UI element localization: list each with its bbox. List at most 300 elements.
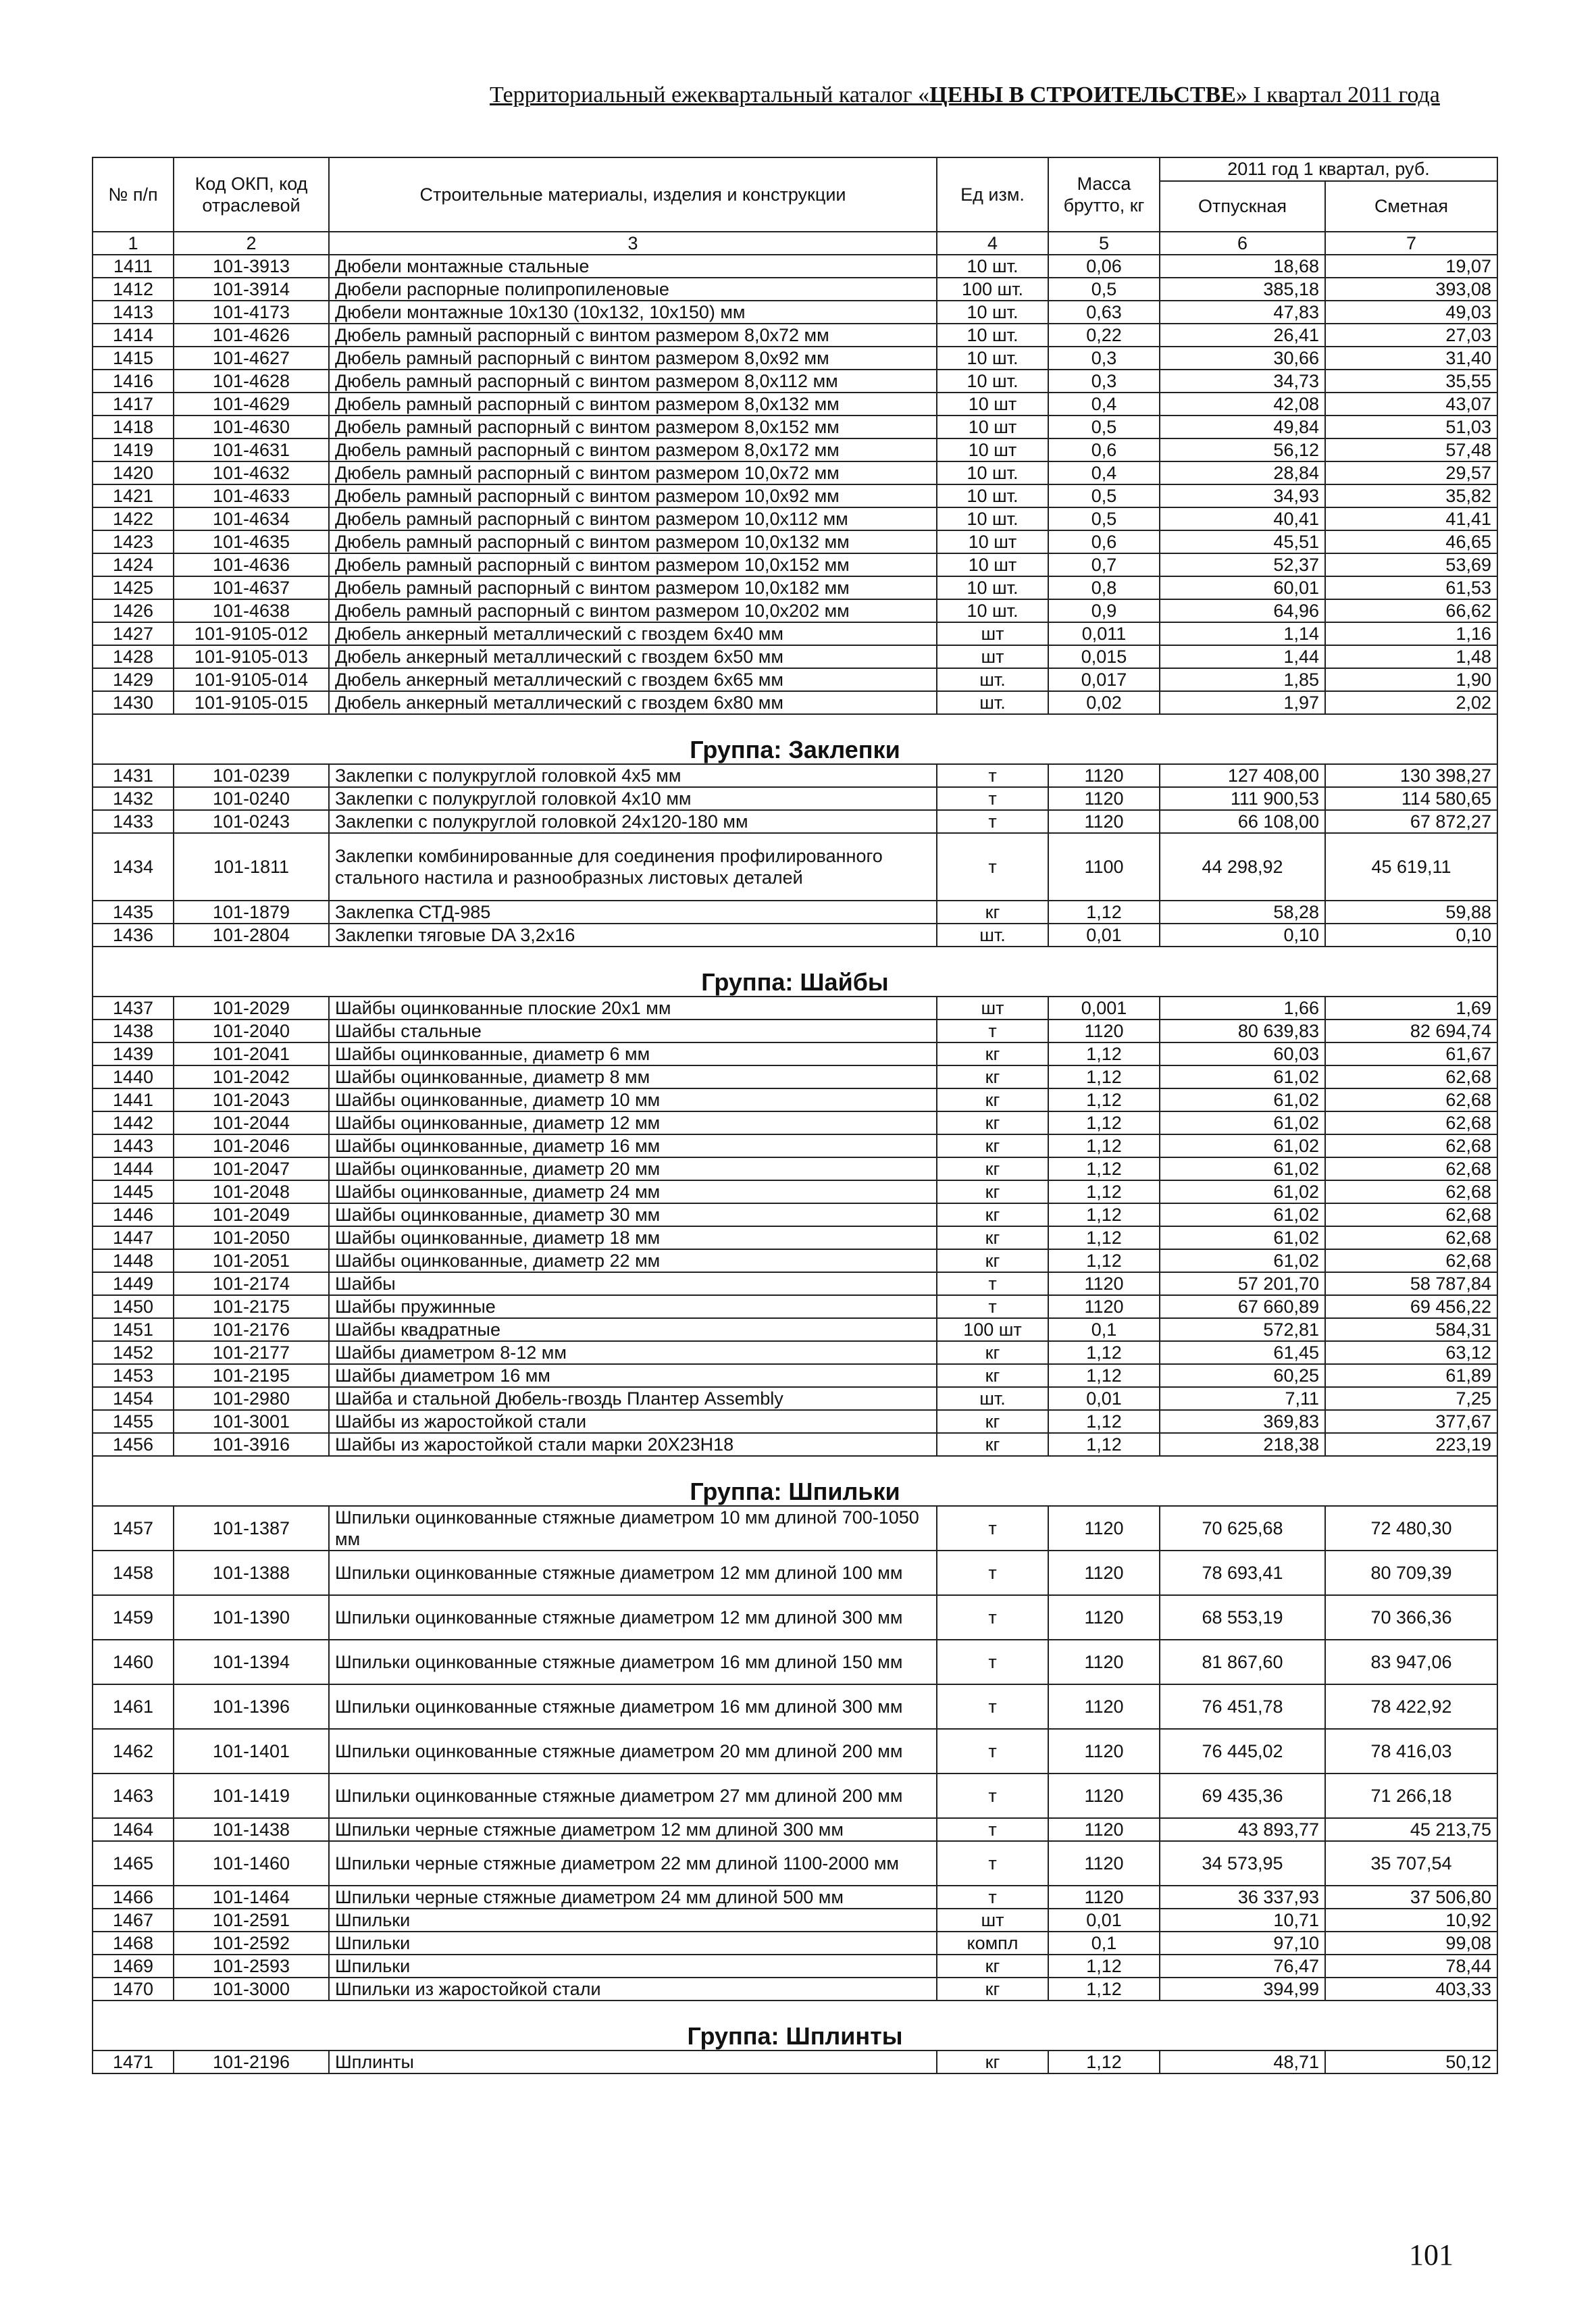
- table-row: [93, 484, 1497, 507]
- release-price: 61,45: [1160, 1341, 1325, 1364]
- gross-mass: 0,9: [1048, 599, 1160, 622]
- row-number: 1441: [93, 1088, 174, 1111]
- unit: кг: [937, 1111, 1048, 1134]
- product-code: 101-1394: [174, 1640, 329, 1684]
- table-header: [93, 157, 1497, 255]
- product-name: Шайбы оцинкованные, диаметр 6 мм: [329, 1042, 937, 1065]
- product-code: 101-4631: [174, 438, 329, 461]
- product-code: 101-2174: [174, 1272, 329, 1295]
- unit: т: [937, 1841, 1048, 1886]
- gross-mass: 0,01: [1048, 1909, 1160, 1932]
- release-price: 60,25: [1160, 1364, 1325, 1387]
- table-row: [93, 553, 1497, 576]
- table-row: [93, 1387, 1497, 1410]
- gross-mass: 1,12: [1048, 1226, 1160, 1249]
- row-number: 1468: [93, 1932, 174, 1955]
- row-number: 1417: [93, 393, 174, 416]
- table-row: [93, 1684, 1497, 1729]
- product-code: 101-1438: [174, 1818, 329, 1841]
- release-price: 385,18: [1160, 278, 1325, 301]
- table-row: [93, 1909, 1497, 1932]
- table-row: [93, 645, 1497, 668]
- unit: т: [937, 1272, 1048, 1295]
- release-price: 572,81: [1160, 1318, 1325, 1341]
- release-price: 61,02: [1160, 1249, 1325, 1272]
- column-number: 4: [937, 232, 1048, 255]
- row-number: 1449: [93, 1272, 174, 1295]
- table-row: [93, 997, 1497, 1020]
- unit: 10 шт.: [937, 576, 1048, 599]
- table-row: [93, 1506, 1497, 1551]
- product-name: Дюбель рамный распорный с винтом размером 10,0x72 мм: [329, 461, 937, 484]
- unit: кг: [937, 1157, 1048, 1180]
- table-row: [93, 810, 1497, 833]
- product-name: Шпильки оцинкованные стяжные диаметром 16 мм длиной 150 мм: [329, 1640, 937, 1684]
- table-row: [93, 1226, 1497, 1249]
- unit: т: [937, 1295, 1048, 1318]
- product-code: 101-2195: [174, 1364, 329, 1387]
- table-row: [93, 1978, 1497, 2001]
- product-name: Дюбель анкерный металлический с гвоздем 6x40 мм: [329, 622, 937, 645]
- gross-mass: 0,017: [1048, 668, 1160, 691]
- gross-mass: 0,5: [1048, 278, 1160, 301]
- unit: т: [937, 1551, 1048, 1595]
- table-row: [93, 416, 1497, 438]
- product-name: Заклепки тяговые DA 3,2x16: [329, 924, 937, 947]
- release-price: 57 201,70: [1160, 1272, 1325, 1295]
- unit: шт.: [937, 691, 1048, 714]
- row-number: 1429: [93, 668, 174, 691]
- unit: компл: [937, 1932, 1048, 1955]
- product-name: Дюбель рамный распорный с винтом размером 8,0x172 мм: [329, 438, 937, 461]
- estimate-price: 1,90: [1325, 668, 1497, 691]
- release-price: 40,41: [1160, 507, 1325, 530]
- release-price: 1,44: [1160, 645, 1325, 668]
- release-price: 1,14: [1160, 622, 1325, 645]
- table-row: [93, 668, 1497, 691]
- estimate-price: 46,65: [1325, 530, 1497, 553]
- table-row: [93, 1551, 1497, 1595]
- estimate-price: 62,68: [1325, 1134, 1497, 1157]
- release-price: 45,51: [1160, 530, 1325, 553]
- gross-mass: 1120: [1048, 810, 1160, 833]
- release-price: 58,28: [1160, 901, 1325, 924]
- unit: т: [937, 764, 1048, 787]
- estimate-price: 57,48: [1325, 438, 1497, 461]
- product-code: 101-2176: [174, 1318, 329, 1341]
- product-name: Шпильки оцинкованные стяжные диаметром 12 мм длиной 300 мм: [329, 1595, 937, 1640]
- gross-mass: 1,12: [1048, 1042, 1160, 1065]
- column-number: 6: [1160, 232, 1325, 255]
- estimate-price: 80 709,39: [1325, 1551, 1497, 1595]
- release-price: 47,83: [1160, 301, 1325, 324]
- gross-mass: 1,12: [1048, 1157, 1160, 1180]
- unit: 10 шт.: [937, 599, 1048, 622]
- gross-mass: 0,3: [1048, 347, 1160, 370]
- gross-mass: 0,015: [1048, 645, 1160, 668]
- gross-mass: 1120: [1048, 764, 1160, 787]
- table-row: [93, 2051, 1497, 2073]
- release-price: 36 337,93: [1160, 1886, 1325, 1909]
- estimate-price: 0,10: [1325, 924, 1497, 947]
- row-number: 1458: [93, 1551, 174, 1595]
- release-price: 81 867,60: [1160, 1640, 1325, 1684]
- product-code: 101-3000: [174, 1978, 329, 2001]
- product-name: Дюбель анкерный металлический с гвоздем 6x65 мм: [329, 668, 937, 691]
- row-number: 1451: [93, 1318, 174, 1341]
- gross-mass: 1120: [1048, 1272, 1160, 1295]
- column-number: 1: [93, 232, 174, 255]
- gross-mass: 1120: [1048, 1684, 1160, 1729]
- unit: шт: [937, 645, 1048, 668]
- table-row: [93, 1729, 1497, 1774]
- group-heading-row: [93, 714, 1497, 764]
- row-number: 1464: [93, 1818, 174, 1841]
- gross-mass: 1100: [1048, 833, 1160, 901]
- estimate-price: 1,48: [1325, 645, 1497, 668]
- unit: 10 шт: [937, 553, 1048, 576]
- group-heading: Группа: Шплинты: [93, 2001, 1497, 2051]
- row-number: 1471: [93, 2051, 174, 2073]
- unit: т: [937, 833, 1048, 901]
- column-number: 2: [174, 232, 329, 255]
- col-header-num: № п/п: [93, 157, 174, 232]
- gross-mass: 0,6: [1048, 438, 1160, 461]
- product-code: 101-9105-012: [174, 622, 329, 645]
- estimate-price: 62,68: [1325, 1226, 1497, 1249]
- row-number: 1465: [93, 1841, 174, 1886]
- row-number: 1431: [93, 764, 174, 787]
- row-number: 1437: [93, 997, 174, 1020]
- product-code: 101-2043: [174, 1088, 329, 1111]
- estimate-price: 2,02: [1325, 691, 1497, 714]
- release-price: 61,02: [1160, 1157, 1325, 1180]
- unit: 10 шт.: [937, 347, 1048, 370]
- product-code: 101-4632: [174, 461, 329, 484]
- product-name: Дюбель рамный распорный с винтом размером 10,0x92 мм: [329, 484, 937, 507]
- release-price: 67 660,89: [1160, 1295, 1325, 1318]
- gross-mass: 1120: [1048, 1551, 1160, 1595]
- table-row: [93, 507, 1497, 530]
- table-row: [93, 691, 1497, 714]
- estimate-price: 43,07: [1325, 393, 1497, 416]
- unit: кг: [937, 1978, 1048, 2001]
- col-header-name: Строительные материалы, изделия и конструкции: [329, 157, 937, 232]
- gross-mass: 1120: [1048, 1774, 1160, 1818]
- row-number: 1470: [93, 1978, 174, 2001]
- table-row: [93, 787, 1497, 810]
- row-number: 1462: [93, 1729, 174, 1774]
- release-price: 49,84: [1160, 416, 1325, 438]
- product-name: Шайбы стальные: [329, 1020, 937, 1042]
- release-price: 69 435,36: [1160, 1774, 1325, 1818]
- gross-mass: 1120: [1048, 1729, 1160, 1774]
- col-header-release: Отпускная: [1160, 181, 1325, 232]
- product-code: 101-2044: [174, 1111, 329, 1134]
- product-code: 101-9105-015: [174, 691, 329, 714]
- release-price: 127 408,00: [1160, 764, 1325, 787]
- row-number: 1448: [93, 1249, 174, 1272]
- gross-mass: 0,6: [1048, 530, 1160, 553]
- product-name: Шайбы оцинкованные, диаметр 18 мм: [329, 1226, 937, 1249]
- unit: шт.: [937, 1387, 1048, 1410]
- row-number: 1426: [93, 599, 174, 622]
- column-number: 7: [1325, 232, 1497, 255]
- unit: 10 шт: [937, 393, 1048, 416]
- product-code: 101-2980: [174, 1387, 329, 1410]
- group-heading-row: [93, 1456, 1497, 1506]
- product-code: 101-1387: [174, 1506, 329, 1551]
- estimate-price: 45 619,11: [1325, 833, 1497, 901]
- release-price: 70 625,68: [1160, 1506, 1325, 1551]
- unit: кг: [937, 1955, 1048, 1978]
- estimate-price: 114 580,65: [1325, 787, 1497, 810]
- product-code: 101-0239: [174, 764, 329, 787]
- row-number: 1425: [93, 576, 174, 599]
- release-price: 64,96: [1160, 599, 1325, 622]
- gross-mass: 1,12: [1048, 1088, 1160, 1111]
- product-name: Дюбель рамный распорный с винтом размером 8,0x92 мм: [329, 347, 937, 370]
- table-row: [93, 1065, 1497, 1088]
- estimate-price: 62,68: [1325, 1111, 1497, 1134]
- col-header-mass: Масса брутто, кг: [1048, 157, 1160, 232]
- estimate-price: 393,08: [1325, 278, 1497, 301]
- estimate-price: 78 416,03: [1325, 1729, 1497, 1774]
- product-code: 101-2196: [174, 2051, 329, 2073]
- row-number: 1434: [93, 833, 174, 901]
- table-row: [93, 1932, 1497, 1955]
- group-heading: Группа: Заклепки: [93, 714, 1497, 764]
- estimate-price: 67 872,27: [1325, 810, 1497, 833]
- unit: кг: [937, 1065, 1048, 1088]
- row-number: 1439: [93, 1042, 174, 1065]
- estimate-price: 62,68: [1325, 1180, 1497, 1203]
- product-code: 101-2050: [174, 1226, 329, 1249]
- table-row: [93, 278, 1497, 301]
- release-price: 44 298,92: [1160, 833, 1325, 901]
- table-row: [93, 1088, 1497, 1111]
- catalog-header: Территориальный ежеквартальный каталог «ЦЕНЫ В СТРОИТЕЛЬСТВЕ» I квартал 2011 года: [490, 82, 1440, 107]
- product-code: 101-4173: [174, 301, 329, 324]
- estimate-price: 49,03: [1325, 301, 1497, 324]
- product-code: 101-2051: [174, 1249, 329, 1272]
- estimate-price: 41,41: [1325, 507, 1497, 530]
- unit: кг: [937, 1180, 1048, 1203]
- unit: т: [937, 787, 1048, 810]
- gross-mass: 1,12: [1048, 1203, 1160, 1226]
- product-name: Заклепки с полукруглой головкой 24x120-180 мм: [329, 810, 937, 833]
- row-number: 1433: [93, 810, 174, 833]
- group-heading: Группа: Шайбы: [93, 947, 1497, 997]
- estimate-price: 51,03: [1325, 416, 1497, 438]
- product-code: 101-0240: [174, 787, 329, 810]
- gross-mass: 0,3: [1048, 370, 1160, 393]
- release-price: 394,99: [1160, 1978, 1325, 2001]
- page-number: 101: [1409, 2238, 1453, 2271]
- product-name: Дюбель рамный распорный с винтом размером 8,0x112 мм: [329, 370, 937, 393]
- product-name: Шпильки: [329, 1909, 937, 1932]
- product-name: Дюбель анкерный металлический с гвоздем 6x50 мм: [329, 645, 937, 668]
- gross-mass: 1,12: [1048, 1180, 1160, 1203]
- release-price: 60,01: [1160, 576, 1325, 599]
- product-name: Шайба и стальной Дюбель-гвоздь Плантер Assembly: [329, 1387, 937, 1410]
- estimate-price: 66,62: [1325, 599, 1497, 622]
- row-number: 1414: [93, 324, 174, 347]
- row-number: 1420: [93, 461, 174, 484]
- row-number: 1457: [93, 1506, 174, 1551]
- release-price: 18,68: [1160, 255, 1325, 278]
- release-price: 48,71: [1160, 2051, 1325, 2073]
- row-number: 1442: [93, 1111, 174, 1134]
- table-row: [93, 1364, 1497, 1387]
- table-row: [93, 1341, 1497, 1364]
- row-number: 1423: [93, 530, 174, 553]
- column-number: 5: [1048, 232, 1160, 255]
- col-header-price-group: 2011 год 1 квартал, руб.: [1160, 157, 1497, 181]
- row-number: 1430: [93, 691, 174, 714]
- table-row: [93, 1318, 1497, 1341]
- gross-mass: 1,12: [1048, 1111, 1160, 1134]
- release-price: 42,08: [1160, 393, 1325, 416]
- release-price: 34,73: [1160, 370, 1325, 393]
- product-name: Шайбы оцинкованные, диаметр 10 мм: [329, 1088, 937, 1111]
- release-price: 56,12: [1160, 438, 1325, 461]
- gross-mass: 1,12: [1048, 1364, 1160, 1387]
- estimate-price: 53,69: [1325, 553, 1497, 576]
- gross-mass: 1,12: [1048, 1978, 1160, 2001]
- unit: 10 шт.: [937, 461, 1048, 484]
- table-row: [93, 764, 1497, 787]
- product-code: 101-4637: [174, 576, 329, 599]
- release-price: 66 108,00: [1160, 810, 1325, 833]
- estimate-price: 61,89: [1325, 1364, 1497, 1387]
- unit: т: [937, 1506, 1048, 1551]
- release-price: 61,02: [1160, 1088, 1325, 1111]
- unit: кг: [937, 1134, 1048, 1157]
- unit: т: [937, 1818, 1048, 1841]
- gross-mass: 1,12: [1048, 1249, 1160, 1272]
- estimate-price: 130 398,27: [1325, 764, 1497, 787]
- estimate-price: 1,16: [1325, 622, 1497, 645]
- row-number: 1461: [93, 1684, 174, 1729]
- product-code: 101-3916: [174, 1433, 329, 1456]
- row-number: 1467: [93, 1909, 174, 1932]
- estimate-price: 10,92: [1325, 1909, 1497, 1932]
- table-row: [93, 1410, 1497, 1433]
- release-price: 7,11: [1160, 1387, 1325, 1410]
- unit: шт.: [937, 924, 1048, 947]
- release-price: 76,47: [1160, 1955, 1325, 1978]
- product-name: Заклепки комбинированные для соединения профилированного стального настила и разнообразных листовых деталей: [329, 833, 937, 901]
- estimate-price: 50,12: [1325, 2051, 1497, 2073]
- product-name: Шайбы оцинкованные, диаметр 30 мм: [329, 1203, 937, 1226]
- table-row: [93, 1886, 1497, 1909]
- release-price: 78 693,41: [1160, 1551, 1325, 1595]
- product-name: Шайбы из жаростойкой стали марки 20Х23Н18: [329, 1433, 937, 1456]
- release-price: 76 445,02: [1160, 1729, 1325, 1774]
- table-row: [93, 901, 1497, 924]
- row-number: 1444: [93, 1157, 174, 1180]
- product-name: Шпильки: [329, 1955, 937, 1978]
- table-row: [93, 1249, 1497, 1272]
- estimate-price: 82 694,74: [1325, 1020, 1497, 1042]
- product-name: Дюбели монтажные 10x130 (10x132, 10x150) мм: [329, 301, 937, 324]
- price-table: [92, 157, 1498, 2074]
- product-name: Дюбель рамный распорный с винтом размером 8,0x72 мм: [329, 324, 937, 347]
- unit: 100 шт.: [937, 278, 1048, 301]
- estimate-price: 62,68: [1325, 1249, 1497, 1272]
- estimate-price: 62,68: [1325, 1157, 1497, 1180]
- product-code: 101-4633: [174, 484, 329, 507]
- product-name: Шпильки черные стяжные диаметром 24 мм длиной 500 мм: [329, 1886, 937, 1909]
- table-row: [93, 1841, 1497, 1886]
- estimate-price: 19,07: [1325, 255, 1497, 278]
- unit: 10 шт.: [937, 484, 1048, 507]
- table-row: [93, 924, 1497, 947]
- unit: 10 шт.: [937, 370, 1048, 393]
- unit: шт.: [937, 668, 1048, 691]
- product-code: 101-2591: [174, 1909, 329, 1932]
- row-number: 1428: [93, 645, 174, 668]
- release-price: 34,93: [1160, 484, 1325, 507]
- row-number: 1421: [93, 484, 174, 507]
- unit: 10 шт.: [937, 255, 1048, 278]
- product-code: 101-4627: [174, 347, 329, 370]
- table-row: [93, 599, 1497, 622]
- product-code: 101-1464: [174, 1886, 329, 1909]
- product-name: Дюбель рамный распорный с винтом размером 10,0x202 мм: [329, 599, 937, 622]
- column-number: 3: [329, 232, 937, 255]
- product-code: 101-2042: [174, 1065, 329, 1088]
- unit: 100 шт: [937, 1318, 1048, 1341]
- row-number: 1454: [93, 1387, 174, 1410]
- group-heading: Группа: Шпильки: [93, 1456, 1497, 1506]
- estimate-price: 37 506,80: [1325, 1886, 1497, 1909]
- table-body: [93, 255, 1497, 2073]
- gross-mass: 0,01: [1048, 924, 1160, 947]
- gross-mass: 1,12: [1048, 1955, 1160, 1978]
- unit: шт: [937, 1909, 1048, 1932]
- release-price: 60,03: [1160, 1042, 1325, 1065]
- release-price: 68 553,19: [1160, 1595, 1325, 1640]
- product-code: 101-2804: [174, 924, 329, 947]
- estimate-price: 72 480,30: [1325, 1506, 1497, 1551]
- table-row: [93, 1433, 1497, 1456]
- unit: 10 шт.: [937, 324, 1048, 347]
- row-number: 1440: [93, 1065, 174, 1088]
- unit: т: [937, 1886, 1048, 1909]
- row-number: 1419: [93, 438, 174, 461]
- estimate-price: 69 456,22: [1325, 1295, 1497, 1318]
- estimate-price: 7,25: [1325, 1387, 1497, 1410]
- estimate-price: 62,68: [1325, 1088, 1497, 1111]
- release-price: 111 900,53: [1160, 787, 1325, 810]
- unit: т: [937, 1595, 1048, 1640]
- estimate-price: 71 266,18: [1325, 1774, 1497, 1818]
- product-code: 101-3913: [174, 255, 329, 278]
- release-price: 80 639,83: [1160, 1020, 1325, 1042]
- estimate-price: 61,67: [1325, 1042, 1497, 1065]
- gross-mass: 0,01: [1048, 1387, 1160, 1410]
- product-name: Шайбы диаметром 8-12 мм: [329, 1341, 937, 1364]
- table-row: [93, 1042, 1497, 1065]
- table-row: [93, 833, 1497, 901]
- col-header-code: Код ОКП, код отраслевой: [174, 157, 329, 232]
- product-code: 101-1401: [174, 1729, 329, 1774]
- row-number: 1463: [93, 1774, 174, 1818]
- release-price: 218,38: [1160, 1433, 1325, 1456]
- table-row: [93, 1134, 1497, 1157]
